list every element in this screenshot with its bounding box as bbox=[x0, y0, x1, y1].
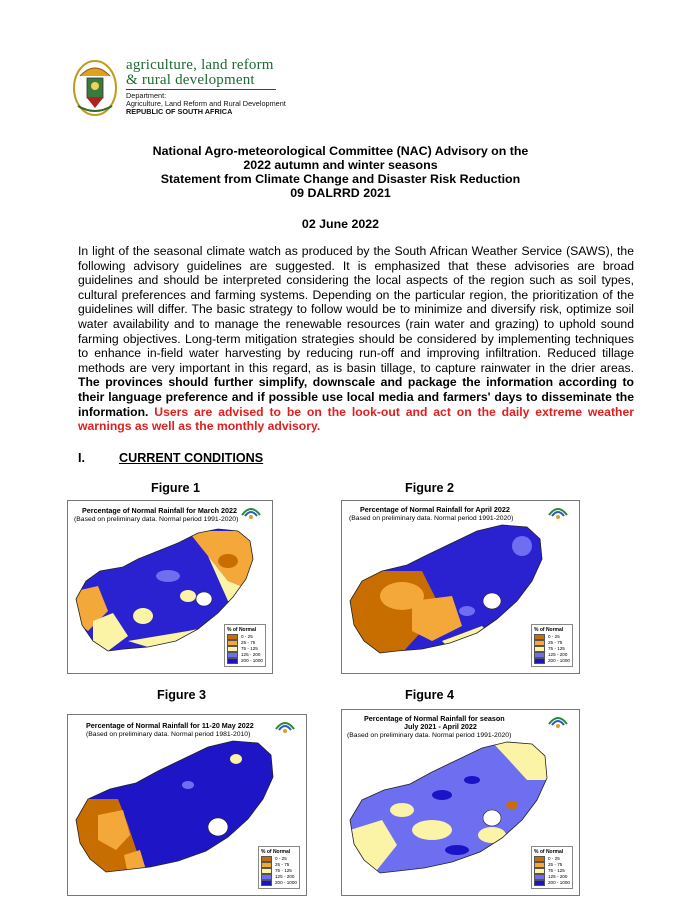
legend-class: 200 - 1000 bbox=[548, 658, 570, 663]
figure-4-map bbox=[341, 709, 580, 896]
legend-class: 75 - 125 bbox=[241, 646, 258, 651]
legend-swatch bbox=[534, 880, 545, 886]
legend-swatch bbox=[534, 658, 545, 664]
legend-class: 125 - 200 bbox=[275, 874, 295, 879]
legend-swatch bbox=[227, 658, 238, 664]
department-full-name: Agriculture, Land Reform and Rural Development bbox=[126, 99, 286, 108]
legend-heading: % of Normal bbox=[227, 627, 257, 633]
figure-4-title: Percentage of Normal Rainfall for season bbox=[364, 714, 505, 723]
legend-heading: % of Normal bbox=[534, 627, 564, 633]
figure-4-subtitle: (Based on preliminary data. Normal period 1991-2020) bbox=[347, 732, 512, 739]
legend-class: 0 - 25 bbox=[548, 634, 560, 639]
figure-1-map bbox=[67, 500, 273, 674]
header-divider bbox=[126, 89, 276, 90]
figure-2-subtitle: (Based on preliminary data. Normal period 1991-2020) bbox=[349, 515, 514, 522]
legend-swatch bbox=[261, 880, 272, 886]
legend-class: 25 - 75 bbox=[241, 640, 256, 645]
paragraph-warning-text: Users are advised to be on the look-out and act on the daily extreme weather warnings as well as the monthly advisory. bbox=[78, 404, 634, 434]
legend-heading: % of Normal bbox=[261, 849, 291, 855]
figure-2-legend bbox=[531, 624, 573, 667]
legend-class: 75 - 125 bbox=[275, 868, 292, 873]
department-name-line1: agriculture, land reform bbox=[126, 57, 274, 73]
paragraph-bold-text: The provinces should further simplify, downscale and package the information according to their language preference and if possible use local media and farmers' days to disseminate the information. bbox=[78, 375, 634, 419]
advisory-paragraph bbox=[78, 244, 634, 434]
title-line1: National Agro-meteorological Committee (NAC) Advisory on the bbox=[152, 144, 529, 158]
title-line2: 2022 autumn and winter seasons bbox=[243, 158, 438, 172]
legend-class: 75 - 125 bbox=[548, 646, 565, 651]
legend-class: 25 - 75 bbox=[548, 640, 563, 645]
figure-3-map bbox=[67, 714, 307, 896]
department-label: Department: bbox=[126, 91, 167, 100]
legend-class: 125 - 200 bbox=[548, 874, 568, 879]
figure-3-subtitle: (Based on preliminary data. Normal period 1981-2010) bbox=[86, 731, 251, 738]
document-date: 02 June 2022 bbox=[301, 217, 380, 231]
section-title: CURRENT CONDITIONS bbox=[119, 451, 264, 465]
legend-class: 125 - 200 bbox=[241, 652, 261, 657]
coat-of-arms-logo bbox=[72, 58, 118, 118]
legend-class: 0 - 25 bbox=[548, 856, 560, 861]
legend-class: 25 - 75 bbox=[548, 862, 563, 867]
legend-class: 25 - 75 bbox=[275, 862, 290, 867]
country-name: REPUBLIC OF SOUTH AFRICA bbox=[126, 107, 233, 116]
legend-heading: % of Normal bbox=[534, 849, 564, 855]
figure-4-title-period: July 2021 - April 2022 bbox=[404, 722, 477, 731]
figure-3-legend bbox=[258, 846, 300, 889]
figure-2-map bbox=[341, 500, 580, 674]
legend-class: 200 - 1000 bbox=[241, 658, 263, 663]
figure-1-label: Figure 1 bbox=[151, 481, 200, 495]
legend-class: 200 - 1000 bbox=[548, 880, 570, 885]
section-number: I. bbox=[78, 451, 85, 465]
department-name-line2: & rural development bbox=[126, 72, 255, 88]
legend-class: 0 - 25 bbox=[275, 856, 287, 861]
figure-3-title: Percentage of Normal Rainfall for 11-20 May 2022 bbox=[86, 721, 254, 730]
figure-1-subtitle: (Based on preliminary data. Normal period 1991-2020) bbox=[74, 516, 239, 523]
title-line4: 09 DALRRD 2021 bbox=[290, 186, 391, 200]
paragraph-text: In light of the seasonal climate watch as produced by the South African Weather Service (SAWS), the following advisory guidelines are suggested. It is emphasized that these advisories are broad guidelines and should be interpreted considering the local aspects of the region such as soil types, cultural preferences and farming systems. Depending on the particular region, the prioritization of the guidelines will differ. The basic strategy to follow would be to minimize and diversify risk, optimize soil water availability and to manage the renewable resources (rain water and grazing) to uphold sound farming objectives. Long-term mitigation strategies should be considered by implementing techniques to enhance in-field water harvesting by reducing run-off and improving infiltration. Reduced tillage methods are very important in this regard, as is basin tillage, to capture rainwater in the drier areas. bbox=[78, 244, 634, 375]
legend-class: 0 - 25 bbox=[241, 634, 253, 639]
legend-class: 75 - 125 bbox=[548, 868, 565, 873]
legend-class: 200 - 1000 bbox=[275, 880, 297, 885]
figure-4-legend bbox=[531, 846, 573, 889]
figure-3-label: Figure 3 bbox=[157, 688, 206, 702]
title-line3: Statement from Climate Change and Disaster Risk Reduction bbox=[160, 172, 521, 186]
figure-1-title: Percentage of Normal Rainfall for March 2022 bbox=[82, 506, 237, 515]
figure-2-label: Figure 2 bbox=[405, 481, 454, 495]
legend-class: 125 - 200 bbox=[548, 652, 568, 657]
figure-4-label: Figure 4 bbox=[405, 688, 454, 702]
figure-1-legend bbox=[224, 624, 266, 667]
figure-2-title: Percentage of Normal Rainfall for April 2022 bbox=[360, 505, 510, 514]
